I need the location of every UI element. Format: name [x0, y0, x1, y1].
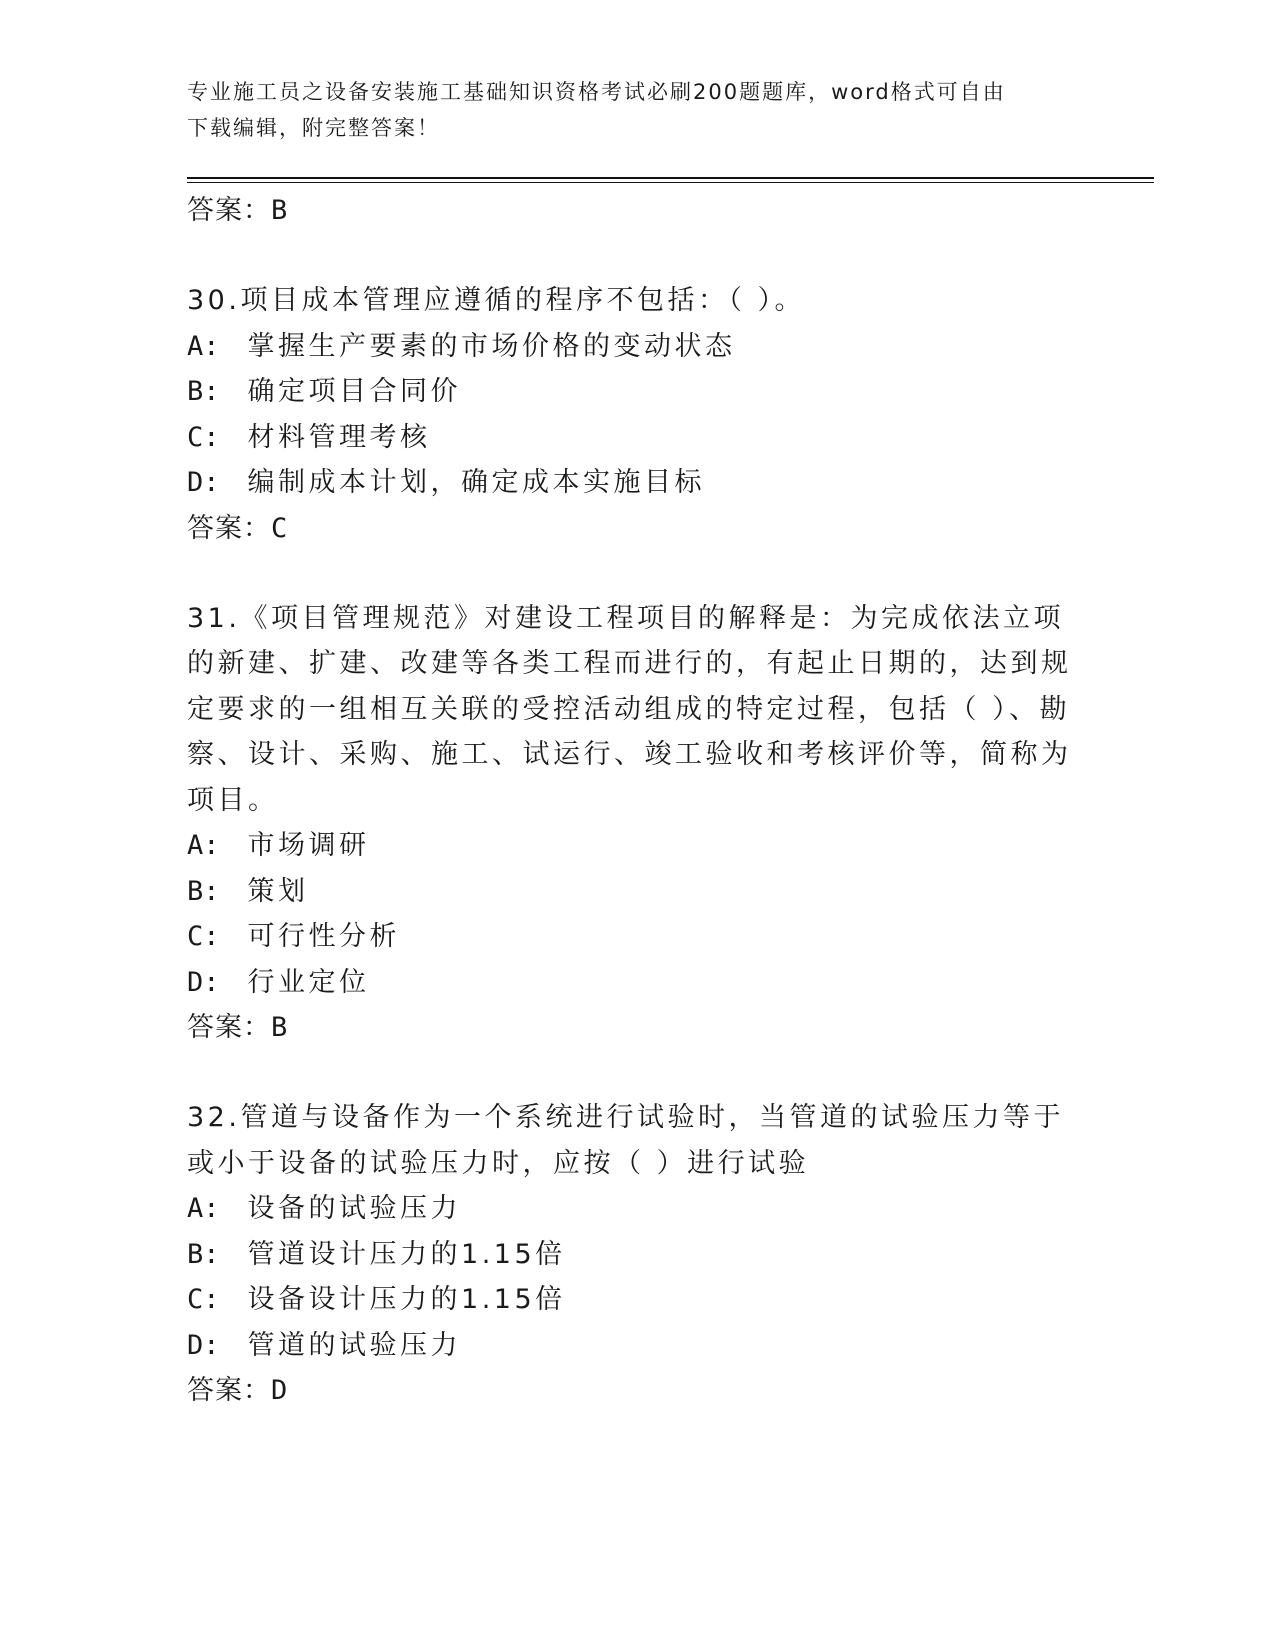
answer-label: 答案：: [187, 1375, 271, 1406]
option-key: A:: [187, 330, 220, 362]
question-number: 32.: [187, 1102, 241, 1133]
question-32: [187, 1095, 1087, 1186]
option-key: B:: [187, 1238, 220, 1270]
question-30: [187, 278, 1087, 324]
option-b: [187, 869, 1087, 915]
answer-32: [187, 1368, 1087, 1414]
answer-label: 答案：: [187, 195, 271, 226]
option-key: A:: [187, 1193, 220, 1224]
header-divider-thin: [187, 182, 1154, 183]
question-text: 项目成本管理应遵循的程序不包括：（ ）。: [240, 285, 806, 316]
spacer: [187, 234, 1087, 278]
option-text: 行业定位: [247, 966, 370, 998]
option-text: 材料管理考核: [247, 421, 431, 453]
option-c: [187, 1277, 1087, 1323]
option-a: [187, 823, 1087, 869]
option-b: [187, 1232, 1087, 1278]
document-header: [187, 74, 1067, 146]
question-block-31: [187, 596, 1087, 1052]
question-block-32: [187, 1095, 1087, 1414]
option-text: 市场调研: [247, 830, 370, 861]
answer-value: B: [271, 195, 289, 226]
answer-value: D: [271, 1375, 289, 1406]
option-key: D:: [187, 1329, 220, 1361]
option-text: 掌握生产要素的市场价格的变动状态: [247, 330, 736, 362]
answer-value: B: [271, 1012, 289, 1043]
answer-label: 答案：: [187, 512, 271, 544]
option-a: [187, 324, 1087, 370]
option-text: 设备的试验压力: [247, 1193, 462, 1224]
option-key: D:: [187, 467, 220, 498]
option-b: [187, 369, 1087, 415]
question-text: 管道与设备作为一个系统进行试验时，当管道的试验压力等于或小于设备的试验压力时，应按（ ）进行试验: [187, 1102, 1064, 1179]
answer-label: 答案：: [187, 1012, 271, 1043]
option-d: [187, 1323, 1087, 1369]
option-key: B:: [187, 875, 220, 907]
option-d: [187, 960, 1087, 1006]
option-c: [187, 914, 1087, 960]
option-text: 管道的试验压力: [247, 1329, 462, 1361]
spacer: [187, 552, 1087, 596]
option-key: C:: [187, 421, 220, 453]
option-text: 确定项目合同价: [247, 376, 462, 407]
option-text: 设备设计压力的1.15倍: [247, 1284, 566, 1315]
header-line-1: 专业施工员之设备安装施工基础知识资格考试必刷200题题库，word格式可自由: [187, 80, 1006, 104]
question-31: [187, 596, 1087, 824]
option-d: [187, 460, 1087, 506]
question-block-30: [187, 278, 1087, 552]
header-divider-thick: [187, 177, 1154, 179]
option-key: B:: [187, 376, 220, 407]
question-list: [187, 188, 1087, 1414]
answer-30: [187, 506, 1087, 552]
option-text: 可行性分析: [247, 921, 401, 952]
question-number: 31.: [187, 602, 241, 634]
option-a: [187, 1186, 1087, 1232]
option-key: A:: [187, 830, 220, 861]
answer-31: [187, 1005, 1087, 1051]
previous-answer: [187, 188, 1087, 234]
option-key: C:: [187, 1284, 220, 1315]
question-text: 《项目管理规范》对建设工程项目的解释是：为完成依法立项的新建、扩建、改建等各类工程而进行的，有起止日期的，达到规定要求的一组相互关联的受控活动组成的特定过程，包括（ ）、勘察、设计、采购、施工、试运行、竣工验收和考核评价等，简称为项目。: [187, 602, 1072, 816]
spacer: [187, 1051, 1087, 1095]
answer-value: C: [271, 512, 289, 544]
question-number: 30.: [187, 285, 241, 316]
option-c: [187, 415, 1087, 461]
option-text: 策划: [247, 875, 309, 907]
option-key: D:: [187, 966, 220, 998]
option-key: C:: [187, 921, 220, 952]
option-text: 管道设计压力的1.15倍: [247, 1238, 566, 1270]
header-line-2: 下载编辑，附完整答案！: [187, 116, 440, 140]
option-text: 编制成本计划，确定成本实施目标: [247, 467, 706, 498]
